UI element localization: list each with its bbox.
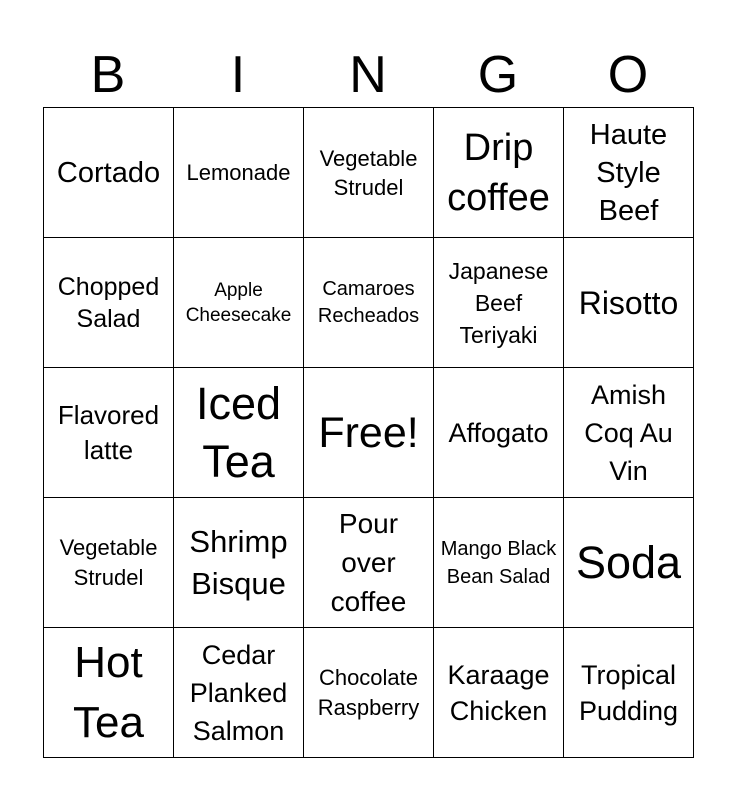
bingo-cell[interactable] — [174, 628, 304, 758]
bingo-cell[interactable] — [434, 368, 564, 498]
bingo-cell[interactable] — [304, 108, 434, 238]
bingo-cell[interactable] — [434, 498, 564, 628]
cell-label: Vegetable Strudel — [319, 145, 418, 200]
cell-label: Shrimp Bisque — [189, 523, 288, 601]
bingo-cell[interactable] — [564, 238, 694, 368]
bingo-cell[interactable] — [434, 628, 564, 758]
cell-label: Vegetable Strudel — [59, 534, 158, 590]
cell-label: Drip coffee — [447, 126, 550, 219]
cell-label: Amish Coq Au Vin — [584, 379, 673, 486]
header-letter-i: I — [230, 46, 246, 104]
cell-label: Mango Black Bean Salad — [440, 537, 557, 588]
cell-label: Camaroes Recheados — [317, 277, 420, 327]
cell-label: Tropical Pudding — [578, 659, 679, 726]
header-letter-o: O — [607, 46, 649, 104]
cell-label: Karaage Chicken — [447, 659, 550, 726]
bingo-cell[interactable] — [174, 368, 304, 498]
cell-label: Iced Tea — [195, 377, 282, 487]
free-space-label: Free! — [318, 408, 419, 457]
cell-label: Chopped Salad — [57, 272, 160, 333]
header-letter-n: N — [349, 46, 387, 104]
cell-label: Pour over coffee — [330, 508, 407, 617]
cell-label: Haute Style Beef — [589, 118, 668, 227]
cell-label: Flavored latte — [57, 399, 160, 465]
bingo-cell[interactable] — [44, 108, 174, 238]
bingo-cell[interactable] — [434, 108, 564, 238]
bingo-cell[interactable] — [44, 368, 174, 498]
bingo-board — [43, 107, 694, 758]
header-letter-b: B — [90, 46, 126, 104]
bingo-cell[interactable] — [44, 628, 174, 758]
bingo-cell[interactable] — [174, 108, 304, 238]
bingo-cell[interactable] — [434, 238, 564, 368]
bingo-cell[interactable] — [174, 498, 304, 628]
cell-label: Cedar Planked Salmon — [189, 639, 288, 746]
bingo-cell[interactable] — [564, 628, 694, 758]
cell-label: Hot Tea — [73, 637, 144, 747]
cell-label: Chocolate Raspberry — [317, 664, 420, 720]
free-space-cell[interactable] — [304, 368, 434, 498]
bingo-cell[interactable] — [304, 238, 434, 368]
cell-label: Japanese Beef Teriyaki — [448, 257, 549, 348]
bingo-cell[interactable] — [44, 498, 174, 628]
header-letter-g: G — [477, 46, 519, 104]
bingo-cell[interactable] — [304, 498, 434, 628]
cell-label: Cortado — [56, 156, 161, 189]
cell-label: Risotto — [578, 284, 679, 321]
bingo-header — [43, 42, 693, 108]
bingo-cell[interactable] — [564, 498, 694, 628]
bingo-cell[interactable] — [564, 108, 694, 238]
bingo-cell[interactable] — [44, 238, 174, 368]
bingo-cell[interactable] — [174, 238, 304, 368]
bingo-cell[interactable] — [304, 628, 434, 758]
cell-label: Affogato — [448, 417, 549, 448]
cell-label: Lemonade — [186, 159, 291, 185]
cell-label: Soda — [575, 536, 682, 588]
cell-label: Apple Cheesecake — [185, 279, 292, 326]
bingo-cell[interactable] — [564, 368, 694, 498]
